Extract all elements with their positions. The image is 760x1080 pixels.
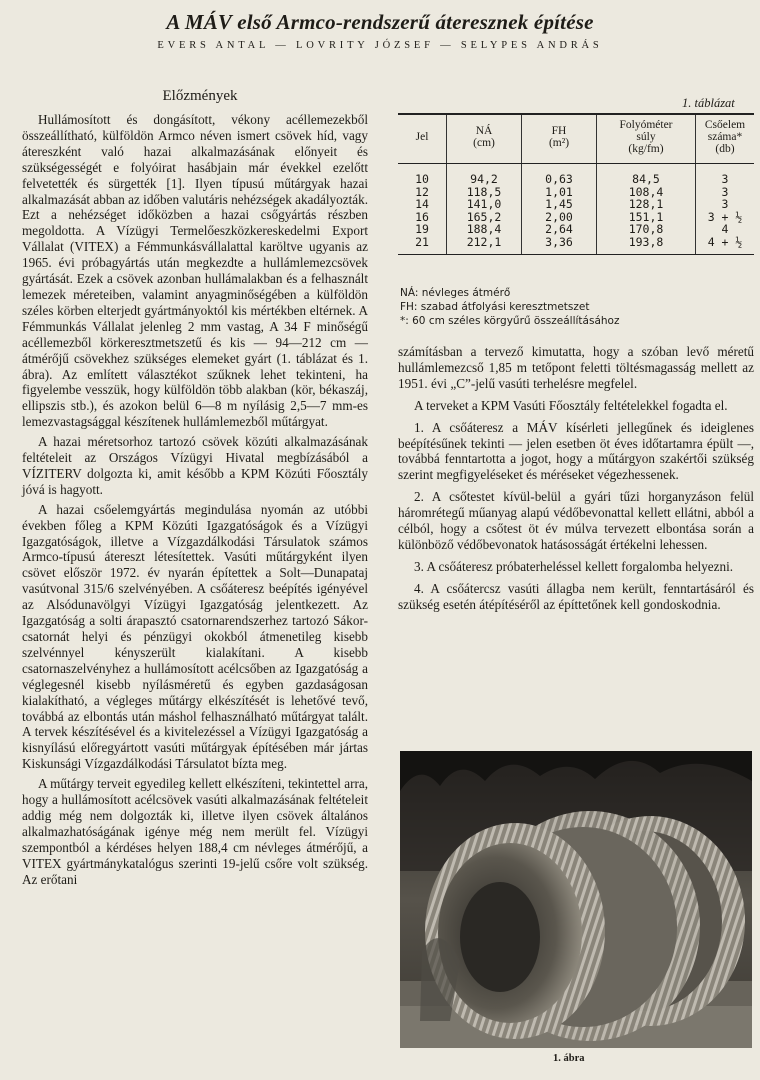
paragraph: Hullámosított és dongásított, vékony acéllemezekből összeállítható, külföldön Armco néven ismert csövek híd, vagy átereszként való hazai alkalmazásának előnyeit és szükségességét e folyóirat hasábjain már évekkel ezelőtt felvetették és sürgették [1]. Ilyen típusú műtárgyak hazai alkalmazását abban az időben valutáris nehézségek akadályozták. Ezt a nehézséget időközben a hazai csőgyártás részben megoldotta. A Vízügyi Termelőeszközkereskedelmi Export Vállalat (VITEX) a Fémmunkásvállalattal karöltve ugyanis az 1965. évi próbagyártás után megkezdte a hullámlemezcsövek gyártását. Ezek a csövek azonban hullámalakban és a felhasznált lemezek méreteiben, valamint anyagminőségében a külföldön széles körben elterjedt gyártmányoktól kis mértékben eltérnek. A Fémmunkás Vállalat jelenleg 2 mm vastag, A 34 F minőségű acéllemezből körkeresztmetszetű és kis — 94—212 cm — átmérőjű csövekhez szükséges elemeket gyárt (1. táblázat és 1. ábra). Az említett választékot szűknek lehet tekinteni, ha figyelembe vesszük, hogy külföldön több alakban (kör, békaszáj, ellipszis stb.), és azokon belül 6—8 m nyílásig 2,5—7 mm-es lemezvastagsággal készítenek hullámlemezből műtárgyat. (22, 112, 369, 430)
table-cell: 3 (696, 186, 755, 199)
table-note: FH: szabad átfolyási keresztmetszet (400, 301, 590, 313)
column-header: Folyóméter súly (kg/fm) (597, 114, 696, 164)
table-cell: 94,2 (447, 164, 522, 186)
table-cell: 4 (696, 223, 755, 236)
table-cell: 170,8 (597, 223, 696, 236)
table-row (398, 236, 754, 255)
table-row (398, 198, 754, 211)
table-cell: 0,63 (522, 164, 597, 186)
paragraph: A terveket a KPM Vasúti Főosztály feltételekkel fogadta el. (414, 397, 728, 413)
column-header: FH (m²) (522, 114, 597, 164)
table-cell: 118,5 (447, 186, 522, 199)
table-cell: 14 (415, 197, 429, 211)
table-notes (400, 286, 619, 328)
table-cell: 2,64 (522, 223, 597, 236)
list-item: 2. A csőtestet kívül-belül a gyári tűzi horganyzáson felül háromrétegű műanyag alapú védőbevonattal kellett ellátni, abból a célból, hogy a csőtest öt év múlva tervezett elbontása során a különböző védőbevonatok hatásosságát értékelni lehessen. (398, 489, 754, 552)
list-item: 1. A csőáteresz a MÁV kísérleti jellegűnek és ideiglenes beépítésűnek tekinti — jelen esetben öt éves időtartamra épült —, továbbá fenntartotta a jogot, hogy a műtárgyon szakértői szükség szerint megfigyeléseket és méréseket végezhessenek. (398, 419, 754, 483)
table-body (398, 164, 754, 255)
list-item: 4. A csőátercsz vasúti állagba nem került, fenntartásáról és szükség esetén átépítéséről az építtetőnek kell gondoskodnia. (398, 580, 754, 612)
table-cell: 108,4 (597, 186, 696, 199)
table-note: NÁ: névleges átmérő (400, 287, 511, 299)
table-cell: 19 (415, 222, 429, 236)
table-cell: 165,2 (447, 211, 522, 224)
column-header: NÁ (cm) (447, 114, 522, 164)
list-item: 3. A csőáteresz próbaterheléssel kellett forgalomba helyezni. (414, 558, 734, 574)
table-cell: 193,8 (597, 236, 696, 255)
table-row (398, 186, 754, 199)
table-note: *: 60 cm széles körgyűrű összeállításához (400, 315, 620, 327)
table-cell: 141,0 (447, 198, 522, 211)
table-cell: 128,1 (597, 198, 696, 211)
paragraph: A hazai méretsorhoz tartozó csövek közúti alkalmazásának feltételeit az Országos Vízügyi Hivatal megbízásából a VÍZITERV dolgozta ki, amit később a KPM Közúti Főosztály jóvá is hagyott. (22, 434, 368, 497)
table-cell: 1,45 (522, 198, 597, 211)
table-cell: 3,36 (522, 236, 597, 255)
paragraph: A hazai csőelemgyártás megindulása nyomán az utóbbi években főleg a KPM Közúti Igazgatóságok és a Vízügyi Igazgatóságok, illetve a Vízgazdálkodási Társulatok számos Armco-típusú átereszt létesítettek. Vasúti műtárgyként ilyen csövet először 1972. év nyarán építettek a Solt—Dunapataj vasútvonal 315/6 szelvényében. A csőáteresz beépítés igényével az Alsódunavölgyi Vízügyi Igazgatóság jelentkezett. Az Igazgatóság a solti árapasztó csatornarendszerhez tartozó Sákor-csatornát helyi és pénzügyi okokból átmenetileg kisebb szelvénnyel kényszerült kialakítani. A kisebb csatornaszelvényhez a hullámosított acélcsőben az Igazgatóság a véglegesnél kisebb nyílásméretű és egyben gazdaságosan kialakítható, a végleges műtárgy elkészítését is lehetővé tevő, továbbá az elbontás után máshol felhasználható műtárgyat talált. A tervek készítésével és a kivitelezéssel a Vízügyi Igazgatóság a kisnyílású előregyártott vasúti műtárgyak építésében már jártas Kiskunsági Vízgazdálkodási Társulatot bízta meg. (22, 501, 368, 772)
table-cell: 3 (696, 164, 755, 186)
section-heading: Előzmények (162, 88, 238, 104)
table-cell: 21 (398, 236, 447, 255)
right-column (398, 344, 754, 613)
table-cell: 84,5 (597, 164, 696, 186)
table-cell: 3 (696, 198, 755, 211)
table-cell: 3 + ½ (696, 211, 755, 224)
article-title: A MÁV első Armco-rendszerű áteresznek építése (166, 10, 594, 34)
table-cell: 1,01 (522, 186, 597, 199)
column-header: Csőelem száma* (db) (696, 114, 755, 164)
culvert-photo (400, 751, 752, 1048)
table-row (398, 211, 754, 224)
table-caption: 1. táblázat (682, 96, 735, 110)
paragraph: számításban a tervező kimutatta, hogy a szóban levő méretű hullámlemezcső 1,85 m tetőpont feletti töltésmagasság mellett az 1951. évi „C”-jelű vasúti terhelésre megfelel. (398, 344, 754, 391)
table-row (398, 223, 754, 236)
table-cell: 188,4 (447, 223, 522, 236)
table-header-row (398, 114, 754, 164)
authors-line: EVERS ANTAL — LOVRITY JÓZSEF — SELYPES ANDRÁS (157, 40, 603, 51)
table-cell: 212,1 (447, 236, 522, 255)
figure-caption: 1. ábra (553, 1053, 585, 1064)
table-cell: 2,00 (522, 211, 597, 224)
left-column (22, 112, 368, 888)
table-row (398, 164, 754, 186)
table-cell: 12 (415, 184, 429, 199)
column-header: Jel (398, 114, 447, 164)
paragraph: A műtárgy terveit egyedileg kellett elkészíteni, tekintettel arra, hogy a hullámosított acélcsövek vasúti alkalmazásának feltételeit addig még nem dolgozták ki, illetve ilyen csövek általános alkalmazhatóságának igénye még nem merült fel. Vízügyi szempontból a kérdéses helyen 188,4 cm névleges átmérőjű, a VITEX gyártmánykatalógus szerinti 19-jelű csőre volt szükség. Az erőtani (22, 776, 368, 887)
dimension-table (398, 113, 754, 255)
table-cell: 4 + ½ (696, 236, 755, 255)
table-cell: 10 (415, 172, 429, 186)
table-cell: 151,1 (597, 211, 696, 224)
table-cell: 16 (415, 209, 429, 224)
